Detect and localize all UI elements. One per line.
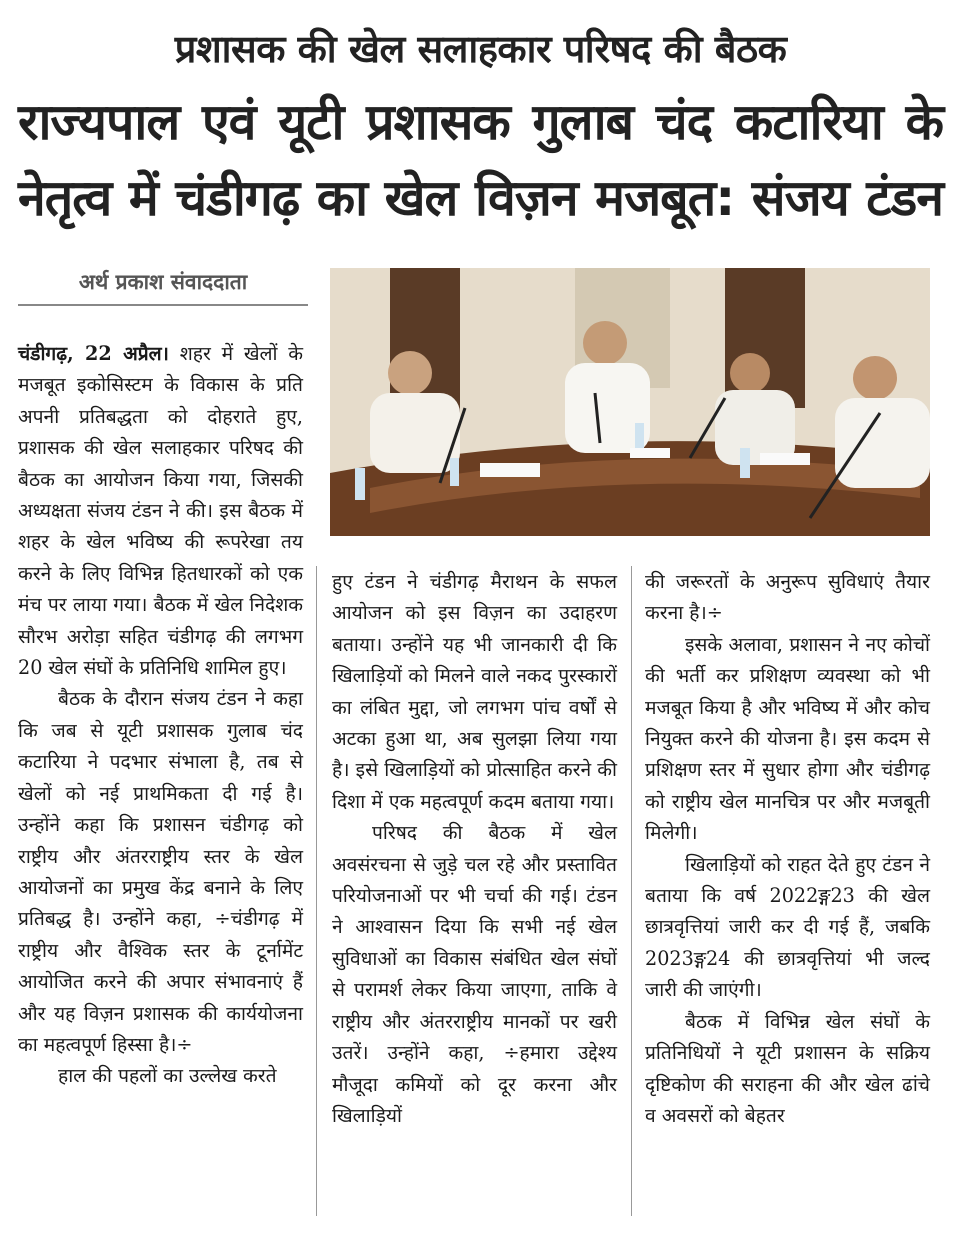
paragraph: बैठक के दौरान संजय टंडन ने कहा कि जब से यूटी प्रशासक गुलाब चंद कटारिया ने पदभार संभाला है, तब से खेलों को नई प्राथमिकता दी गई है। उन्होंने कहा कि प्रशासन चंडीगढ़ को राष्ट्रीय और अंतरराष्ट्रीय स्तर के खेल आयोजनों का प्रमुख केंद्र बनाने के लिए प्रतिबद्ध है। उन्होंने कहा, ÷चंडीगढ़ में राष्ट्रीय और वैश्विक स्तर के टूर्नामेंट आयोजित करने की अपार संभावनाएं हैं और यह विज़न प्रशासक की कार्ययोजना का महत्वपूर्ण हिस्सा है।÷ [18, 687, 303, 1056]
column-1 [18, 338, 303, 1092]
paragraph: इसके अलावा, प्रशासन ने नए कोचों की भर्ती कर प्रशिक्षण व्यवस्था को भी मजबूत किया है और भविष्य में और कोच नियुक्त करने की योजना है। इस कदम से प्रशिक्षण स्तर में सुधार होगा और चंडीगढ़ को राष्ट्रीय खेल मानचित्र पर और मजबूती मिलेगी। [645, 632, 930, 845]
headline-line-1: राज्यपाल एवं यूटी प्रशासक गुलाब चंद कटारिया के [18, 93, 943, 151]
column-2 [332, 566, 617, 1131]
paragraph: हाल की पहलों का उल्लेख करते [58, 1064, 277, 1088]
paragraph [18, 338, 303, 683]
dateline: चंडीगढ़, 22 अप्रैल। [18, 342, 169, 365]
paragraph: परिषद की बैठक में खेल अवसंरचना से जुड़े चल रहे और प्रस्तावित परियोजनाओं पर भी चर्चा की गई। टंडन ने आश्वासन दिया कि सभी नई खेल सुविधाओं का विकास संबंधित खेल संघों से परामर्श लेकर किया जाएगा, ताकि वे राष्ट्रीय और अंतरराष्ट्रीय मानकों पर खरी उतरें। उन्होंने कहा, ÷हमारा उद्देश्य मौजूदा कमियों को दूर करना और खिलाड़ियों [332, 821, 617, 1127]
byline: अर्थ प्रकाश संवाददाता [18, 268, 308, 306]
column-3 [645, 566, 930, 1131]
meeting-photo [330, 268, 930, 536]
paragraph: बैठक में विभिन्न खेल संघों के प्रतिनिधियों ने यूटी प्रशासन के सक्रिय दृष्टिकोण की सराहना की और खेल ढांचे व अवसरों को बेहतर [645, 1009, 930, 1127]
column-divider [631, 566, 632, 1216]
main-headline [18, 84, 943, 236]
paragraph-text: शहर में खेलों के मजबूत इकोसिस्टम के विकास के प्रति अपनी प्रतिबद्धता को दोहराते हुए, प्रशासक की खेल सलाहकार परिषद की बैठक का आयोजन किया गया, जिसकी अध्यक्षता संजय टंडन ने की। इस बैठक में शहर के खेल भविष्य की रूपरेखा तय करने के लिए विभिन्न हितधारकों को एक मंच पर लाया गया। बैठक में खेल निदेशक सौरभ अरोड़ा सहित चंडीगढ़ की लगभग 20 खेल संघों के प्रतिनिधि शामिल हुए। [18, 342, 303, 680]
column-divider [316, 566, 317, 1216]
paragraph: हुए टंडन ने चंडीगढ़ मैराथन के सफल आयोजन को इस विज़न का उदाहरण बताया। उन्होंने यह भी जानकारी दी कि खिलाड़ियों को मिलने वाले नकद पुरस्कारों का लंबित मुद्दा, जो लगभग पांच वर्षों से अटका हुआ था, अब सुलझा लिया गया है। इसे खिलाड़ियों को प्रोत्साहित करने की दिशा में एक महत्वपूर्ण कदम बताया गया। [332, 570, 617, 813]
headline-line-2: नेतृत्व में चंडीगढ़ का खेल विज़न मजबूत: संजय टंडन [18, 169, 943, 227]
kicker-headline: प्रशासक की खेल सलाहकार परिषद की बैठक [174, 27, 787, 71]
paragraph: की जरूरतों के अनुरूप सुविधाएं तैयार करना है।÷ [645, 570, 930, 625]
paragraph: खिलाड़ियों को राहत देते हुए टंडन ने बताया कि वर्ष 2022ङ्ग23 की खेल छात्रवृत्तियां जारी कर दी गई हैं, जबकि 2023ङ्ग24 की छात्रवृत्तियां भी जल्द जारी की जाएंगी। [645, 852, 930, 1002]
